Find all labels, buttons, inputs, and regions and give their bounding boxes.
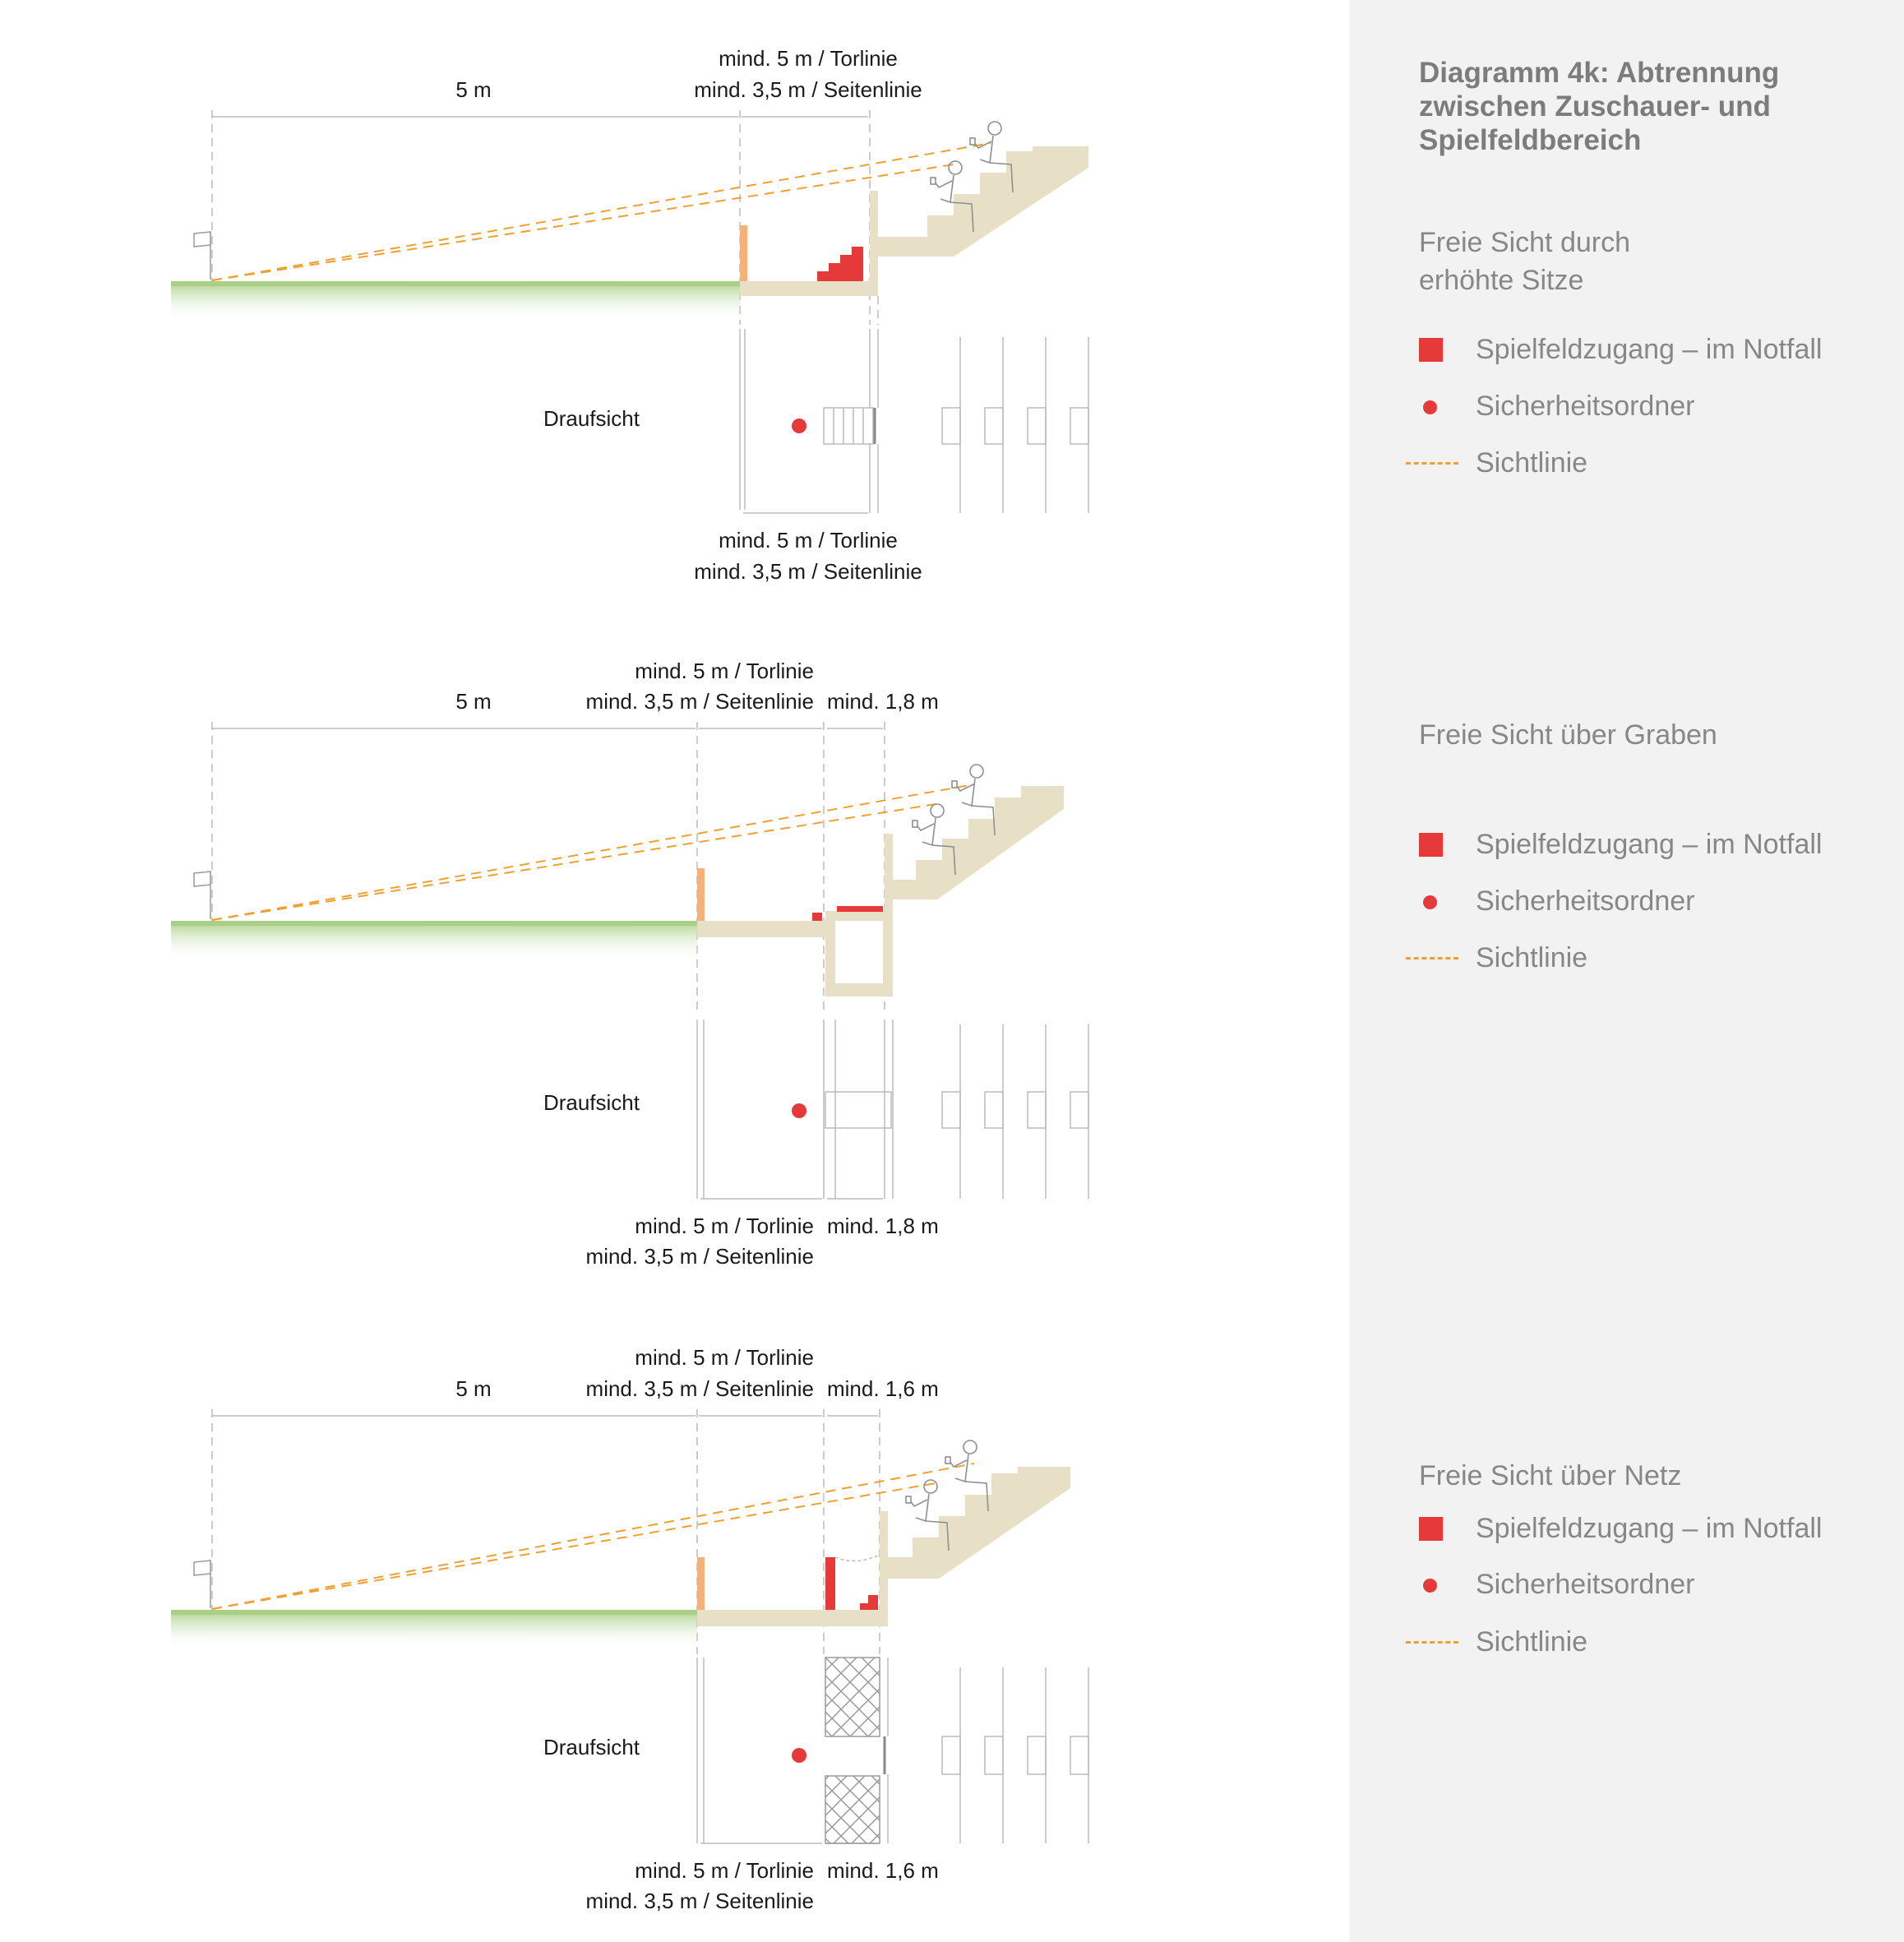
concourse-structure bbox=[697, 1511, 888, 1626]
steward-marker bbox=[792, 1103, 806, 1118]
legend-item-sightline: Sichtlinie bbox=[0, 444, 554, 482]
emergency-pitch-access bbox=[825, 1557, 835, 1610]
legend-item-access: Spielfeldzugang – im Notfall bbox=[0, 825, 554, 863]
safety-net bbox=[835, 1556, 878, 1561]
legend-subtitle-net: Freie Sicht über Netz bbox=[1419, 1460, 1682, 1491]
stand-tier bbox=[878, 146, 1088, 257]
dim-bottom-extra: mind. 1,6 m bbox=[827, 1858, 939, 1883]
dim-bottom-extra: mind. 1,8 m bbox=[827, 1214, 939, 1238]
legend-item-steward: Sicherheitsordner bbox=[0, 882, 554, 920]
barrier bbox=[697, 1557, 705, 1610]
moat-structure bbox=[697, 834, 893, 996]
dim-bottom-line1: mind. 5 m / Torlinie bbox=[719, 528, 898, 553]
dim-bottom-line2: mind. 3,5 m / Seitenlinie bbox=[585, 1889, 814, 1913]
dim-top-line2: mind. 3,5 m / Seitenlinie bbox=[694, 77, 922, 102]
net-plan-lower bbox=[825, 1776, 880, 1843]
emergency-pitch-access-step bbox=[812, 913, 822, 921]
dim-bottom-line2: mind. 3,5 m / Seitenlinie bbox=[585, 1244, 814, 1269]
steward-marker bbox=[792, 1748, 806, 1763]
dim-bottom-line1: mind. 5 m / Torlinie bbox=[635, 1214, 814, 1238]
dim-bottom-line1: mind. 5 m / Torlinie bbox=[635, 1858, 814, 1883]
dim-5m-label: 5 m bbox=[455, 1376, 492, 1401]
red-square-icon bbox=[1419, 338, 1443, 362]
orange-dashed-line-icon bbox=[1406, 462, 1458, 465]
corner-flag bbox=[194, 232, 210, 280]
barrier bbox=[740, 225, 747, 281]
dim-5m-label: 5 m bbox=[455, 689, 492, 714]
legend-item-steward: Sicherheitsordner bbox=[0, 387, 554, 425]
stand-tier bbox=[888, 1467, 1070, 1579]
legend-title: Diagramm 4k: Abtrennung zwischen Zuschauer- und Spielfeldbereich bbox=[1419, 57, 1780, 156]
orange-dashed-line-icon bbox=[1406, 957, 1458, 959]
red-dot-icon bbox=[1423, 895, 1437, 909]
barrier bbox=[697, 868, 705, 921]
steward-marker bbox=[792, 418, 806, 433]
plan-view bbox=[697, 1020, 1088, 1199]
pitch-surface bbox=[171, 921, 697, 926]
plan-view-label: Draufsicht bbox=[543, 1090, 640, 1115]
emergency-pitch-access bbox=[817, 247, 863, 281]
pitch-surface bbox=[171, 281, 740, 286]
dim-top-extra: mind. 1,6 m bbox=[827, 1376, 939, 1401]
dim-top-line1: mind. 5 m / Torlinie bbox=[719, 46, 898, 71]
legend-item-access: Spielfeldzugang – im Notfall bbox=[0, 1510, 554, 1547]
legend-subtitle-raised-seats: Freie Sicht durch erhöhte Sitze bbox=[1419, 227, 1630, 296]
dim-top-line2: mind. 3,5 m / Seitenlinie bbox=[585, 689, 814, 714]
red-square-icon bbox=[1419, 833, 1443, 857]
dim-top-extra: mind. 1,8 m bbox=[827, 689, 939, 714]
red-dot-icon bbox=[1423, 400, 1437, 414]
dim-top-line1: mind. 5 m / Torlinie bbox=[635, 1345, 814, 1370]
plan-view-label: Draufsicht bbox=[543, 1735, 640, 1759]
legend-item-sightline: Sichtlinie bbox=[0, 939, 554, 977]
legend-item-steward: Sicherheitsordner bbox=[0, 1565, 554, 1603]
net-plan-upper bbox=[825, 1658, 880, 1736]
emergency-pitch-access bbox=[837, 906, 883, 912]
legend-item-access: Spielfeldzugang – im Notfall bbox=[0, 331, 554, 368]
emergency-pitch-access-step bbox=[860, 1595, 878, 1610]
plan-view bbox=[740, 329, 1088, 513]
orange-dashed-line-icon bbox=[1406, 1641, 1458, 1644]
red-dot-icon bbox=[1423, 1579, 1437, 1593]
red-square-icon bbox=[1419, 1517, 1443, 1541]
plan-view-label: Draufsicht bbox=[543, 406, 640, 431]
dim-5m-label: 5 m bbox=[455, 77, 492, 102]
legend-item-sightline: Sichtlinie bbox=[0, 1623, 554, 1661]
pitch-surface bbox=[171, 1610, 697, 1615]
legend-subtitle-moat: Freie Sicht über Graben bbox=[1419, 719, 1717, 751]
pitch bbox=[171, 281, 740, 321]
stand-tier bbox=[893, 786, 1064, 899]
plan-view bbox=[697, 1658, 1088, 1843]
dim-bottom-line2: mind. 3,5 m / Seitenlinie bbox=[694, 559, 922, 584]
diagram-1 bbox=[171, 46, 1088, 584]
dim-top-line1: mind. 5 m / Torlinie bbox=[635, 659, 814, 683]
dim-top-line2: mind. 3,5 m / Seitenlinie bbox=[585, 1376, 814, 1401]
